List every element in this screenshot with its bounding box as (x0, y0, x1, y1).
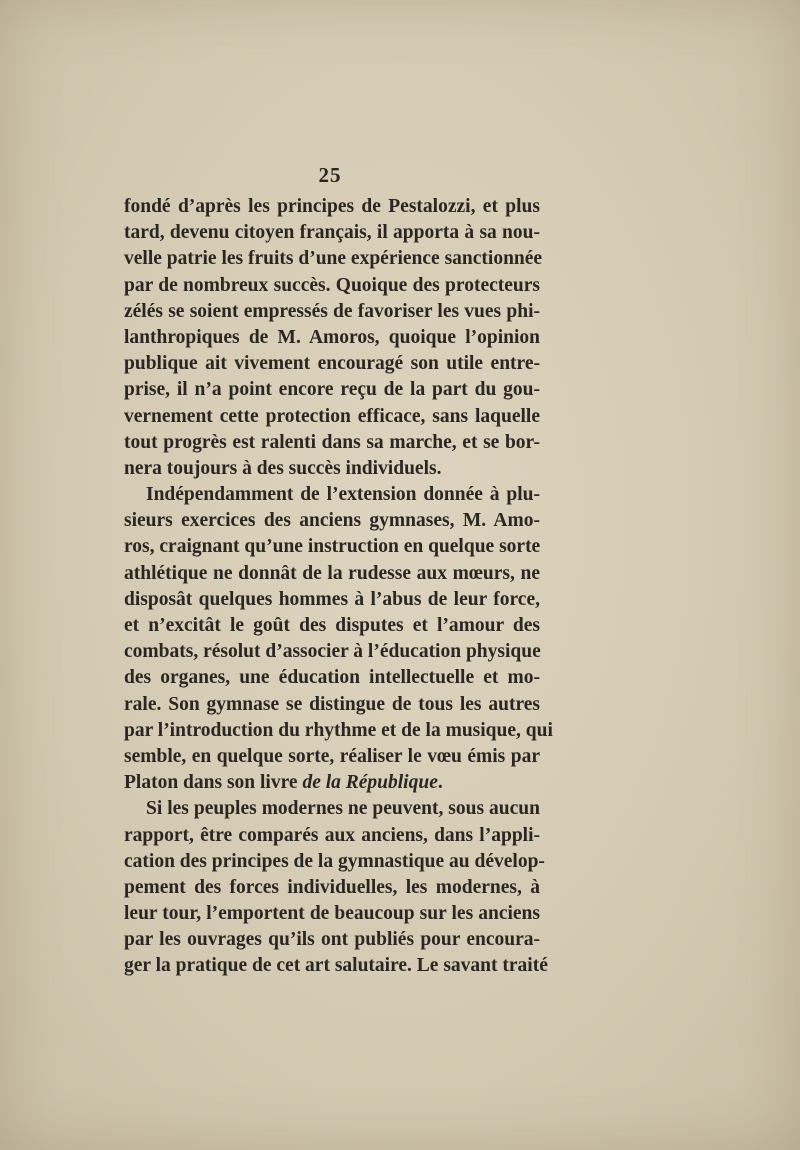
text-line-with-title (124, 770, 540, 796)
text-line: fondé d’après les principes de Pestalozzi, et plus (124, 196, 540, 217)
text-line: prise, il n’a point encore reçu de la part du gou- (124, 379, 540, 401)
text-line: tard, devenu citoyen français, il apporta à sa nou- (124, 222, 540, 244)
text-line: vernement cette protection efficace, sans laquelle (124, 405, 540, 427)
book-title: de la République (302, 772, 438, 794)
text-line: publique ait vivement encouragé son utile entre- (124, 353, 540, 375)
text-line: par les ouvrages qu’ils ont publiés pour encoura- (124, 929, 540, 951)
text-line: sieurs exercices des anciens gymnases, M. Amo- (124, 510, 540, 532)
text-line: ros, craignant qu’une instruction en quelque sorte (124, 536, 541, 558)
text-line: athlétique ne donnât de la rudesse aux mœurs, ne (124, 562, 540, 584)
text-line: zélés se soient empressés de favoriser les vues phi- (124, 300, 540, 322)
text-line-start: Platon dans son livre (124, 772, 298, 794)
text-line: tout progrès est ralenti dans sa marche, et se bor- (124, 431, 540, 453)
text-line: des organes, une éducation intellectuelle et mo- (124, 667, 540, 689)
text-line: nera toujours à des succès individuels. (124, 457, 442, 479)
paragraph-start-line: Indépendamment de l’extension donnée à plu- (146, 484, 540, 506)
page-number: 25 (318, 163, 342, 187)
text-line: semble, en quelque sorte, réaliser le vœu émis par (124, 745, 540, 767)
text-line: cation des principes de la gymnastique au dévelop- (124, 850, 545, 872)
body-text (124, 194, 553, 980)
text-line: disposât quelques hommes à l’abus de leur force, (124, 588, 540, 610)
paragraph-start-line: Si les peuples modernes ne peuvent, sous aucun (146, 798, 540, 820)
text-line: lanthropiques de M. Amoros, quoique l’opinion (124, 326, 540, 348)
text-line: pement des forces individuelles, les modernes, à (124, 876, 540, 898)
text-line: par de nombreux succès. Quoique des protecteurs (124, 274, 540, 296)
text-line: combats, résolut d’associer à l’éducation physique (124, 641, 541, 663)
text-line: ger la pratique de cet art salutaire. Le savant traité (124, 955, 548, 977)
title-period: . (437, 772, 443, 794)
text-line: et n’excitât le goût des disputes et l’amour des (124, 615, 540, 636)
text-line: rapport, être comparés aux anciens, dans l’appli- (124, 824, 540, 846)
text-line: velle patrie les fruits d’une expérience sanctionnée (124, 248, 543, 270)
text-line: par l’introduction du rhythme et de la musique, qui (124, 719, 553, 741)
text-line: rale. Son gymnase se distingue de tous les autres (124, 693, 540, 715)
text-line: leur tour, l’emportent de beaucoup sur les anciens (124, 903, 540, 925)
